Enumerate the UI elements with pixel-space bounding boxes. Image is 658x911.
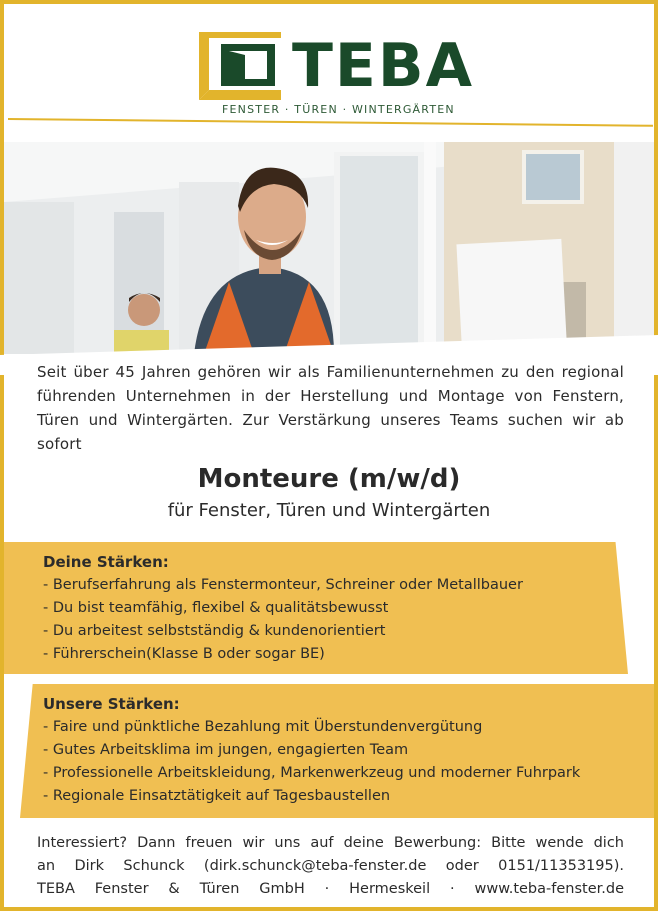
job-title: Monteure (m/w/d) [197, 464, 461, 494]
intro-text: Seit über 45 Jahren gehören wir als Familienunternehmen zu den regional führenden Unternehmen in der Herstellung und Montage von Fenstern, Türen und Wintergärten. Zur Verstärkung unseres Teams suchen wir ab sofort [37, 363, 624, 453]
photo-workers-window-installation-icon [4, 142, 654, 354]
contact-line: Interessiert? Dann freuen wir uns auf deine Bewerbung: Bitte wende dich [37, 835, 624, 851]
contact-block [37, 832, 624, 901]
our-strengths-section [43, 693, 580, 808]
list-item: - Regionale Einsatztätigkeit auf Tagesbaustellen [43, 788, 391, 804]
list-item: - Gutes Arbeitsklima im jungen, engagierten Team [43, 742, 409, 758]
hero-photo [4, 142, 654, 354]
your-strengths-section [43, 551, 523, 666]
list-item: - Berufserfahrung als Fenstermonteur, Schreiner oder Metallbauer [43, 577, 523, 593]
brand-name: TEBA [292, 31, 475, 101]
list-item: - Führerschein(Klasse B oder sogar BE) [43, 646, 325, 662]
list-item: - Du arbeitest selbstständig & kundenorientiert [43, 623, 386, 639]
list-item: - Faire und pünktliche Bezahlung mit Überstundenvergütung [43, 719, 483, 735]
brand-tagline: FENSTER · TÜREN · WINTERGÄRTEN [222, 103, 455, 116]
teba-logo-icon [199, 32, 281, 100]
contact-line[interactable]: an Dirk Schunck (dirk.schunck@teba-fenster.de oder 0151/11353195). [37, 858, 624, 874]
list-item: - Du bist teamfähig, flexibel & qualitätsbewusst [43, 600, 389, 616]
your-strengths-heading: Deine Stärken: [43, 553, 169, 571]
list-item: - Professionelle Arbeitskleidung, Markenwerkzeug und moderner Fuhrpark [43, 765, 581, 781]
job-subtitle: für Fenster, Türen und Wintergärten [167, 500, 491, 521]
contact-line[interactable]: TEBA Fenster & Türen GmbH · Hermeskeil · www.teba-fenster.de [37, 881, 624, 897]
our-strengths-heading: Unsere Stärken: [43, 695, 180, 713]
